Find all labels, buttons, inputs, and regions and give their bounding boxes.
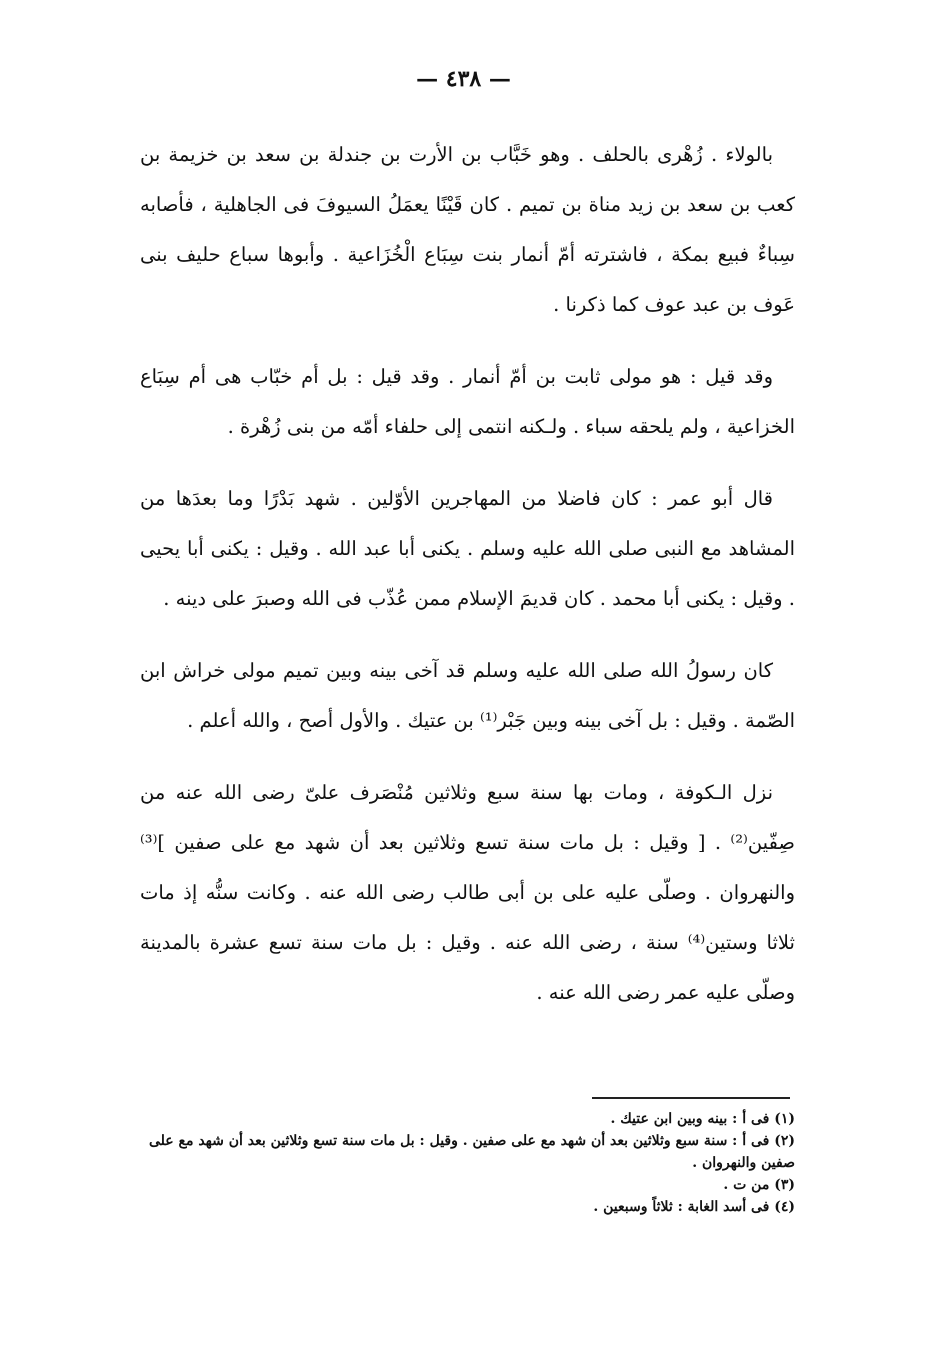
footnote-1: (١) فى أ : بينه وبين ابن عتيك . [610, 1111, 795, 1127]
paragraph-1: بالولاء . زُهْرى بالحلف . وهو خَبَّاب بن الأرت بن جندلة بن سعد بن خزيمة بن كعب بن سعد بن زيد مناة بن تميم . كان قَيْنًا يعمَلُ السيوفَ فى الجاهلية ، فأصابه سِباءٌ فبيع بمكة ، فاشترته أمّ أنمار بنت سِبَاع الْخُزَاعية . وأبوها سباع حليف بنى عَوف بن عبد عوف كما ذكرنا . [140, 143, 795, 316]
footnote-2: (٢) فى أ : سنة سبع وثلاثين بعد أن شهد مع على صفين . وقيل : بل مات سنة تسع وثلاثين بعد أن شهد مع على صفين والنهروان . [148, 1133, 795, 1171]
paragraph-5: نزل الـكوفة ، ومات بها سنة سبع وثلاثين مُنْصَرف علىّ رضى الله عنه من صِفّين⁽²⁾ . [ وقيل : بل مات سنة تسع وثلاثين بعد أن شهد مع على صفين ]⁽³⁾ والنهروان . وصلّى عليه على بن أبى طالب رضى الله عنه . وكانت سنُّه إذ مات ثلاثا وستين⁽⁴⁾ سنة ، رضى الله عنه . وقيل : بل مات سنة تسع عشرة بالمدينة وصلّى عليه عمر رضى الله عنه . [140, 781, 795, 1004]
paragraph-4: كان رسولُ الله صلى الله عليه وسلم قد آخى بينه وبين تميم مولى خراش ابن الصّمة . وقيل : بل آخى بينه وبين جَبْر⁽¹⁾ بن عتيك . والأول أصح ، والله أعلم . [140, 659, 795, 732]
paragraph-2: وقد قيل : هو مولى ثابت بن أمّ أنمار . وقد قيل : بل أم خبّاب هى أم سِبَاع الخزاعية ، ولم يلحقه سباء . ولـكنه انتمى إلى حلفاء أمّه من بنى زُهْرة . [140, 365, 795, 438]
footnotes [140, 1108, 795, 1218]
footnote-divider [592, 1097, 790, 1099]
page-number: — ٤٣٨ — [416, 66, 511, 92]
main-text [140, 130, 795, 1040]
footnote-3: (٣) من ت . [723, 1177, 795, 1193]
paragraph-3: قال أبو عمر : كان فاضلا من المهاجرين الأوّلين . شهد بَدْرًا وما بعدَها من المشاهد مع النبى صلى الله عليه وسلم . يكنى أبا عبد الله . وقيل : يكنى أبا يحيى . وقيل : يكنى أبا محمد . كان قديمَ الإسلام ممن عُذّب فى الله وصبرَ على دينه . [140, 487, 795, 610]
footnote-4: (٤) فى أسد الغابة : ثلاثاً وسبعين . [593, 1199, 795, 1215]
